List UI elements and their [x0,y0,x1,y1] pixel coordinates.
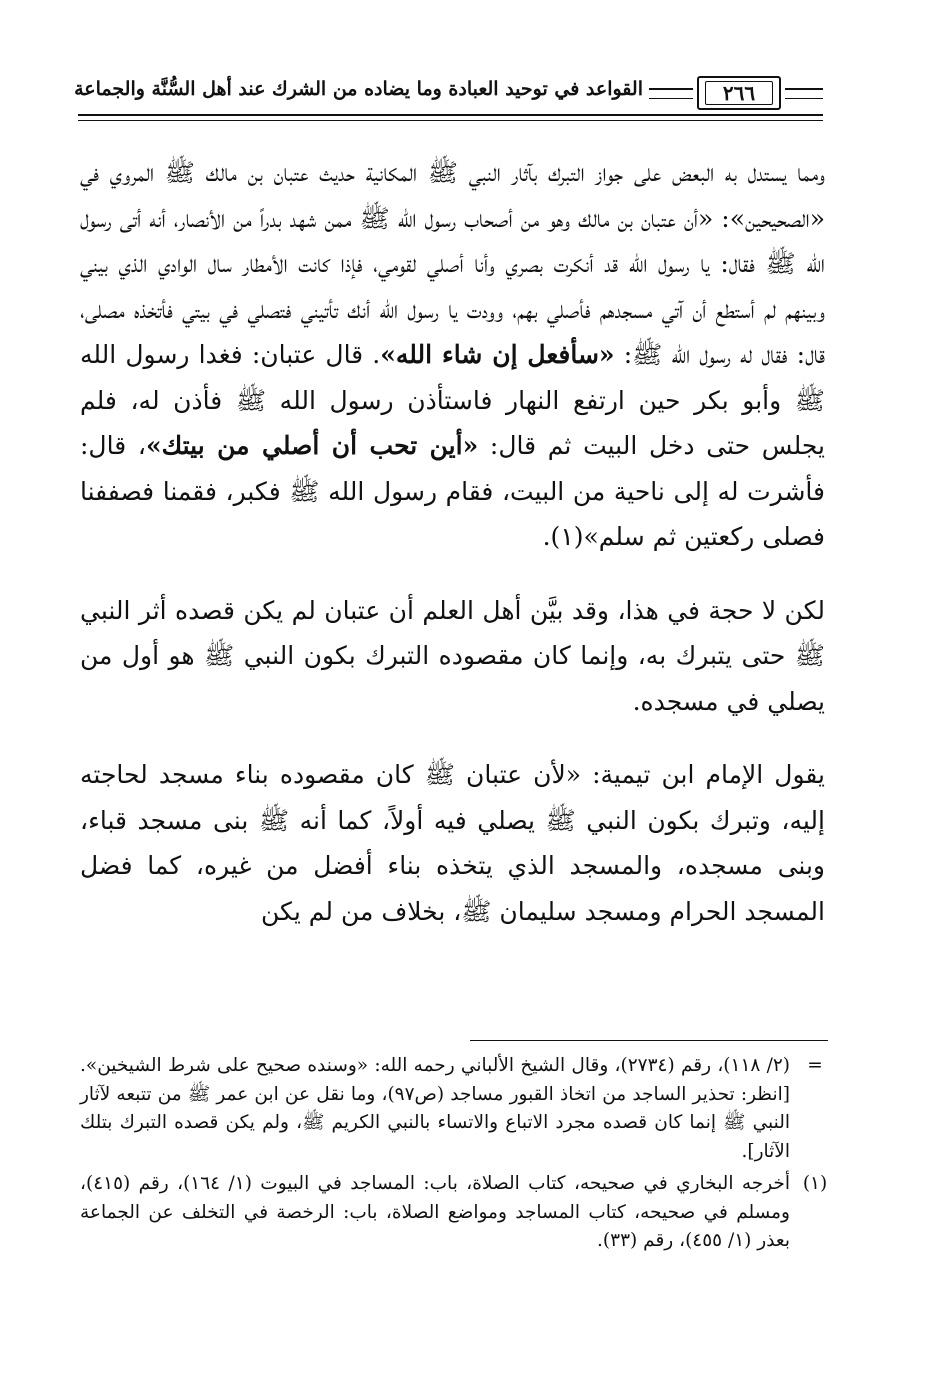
page-number-frame [697,76,781,110]
paragraph-1-part-1: ومما يستدل به البعض على جواز التبرك بآثار النبي ﷺ المكانية حديث عتبان بن مالك ﷺ المروي في «الصحيحين»: «أن عتبان بن مالك وهو من أصحاب رسول الله ﷺ ممن شهد بدراً من الأنصار، أنه أتى رسول الله ﷺ فقال: يا رسول الله قد أنكرت بصري وأنا أصلي لقومي، فإذا كانت الأمطار سال الوادي الذي بيني وبينهم لم أستطع أن آتي مسجدهم فأصلي بهم، وودت يا رسول الله أنك تأتيني فتصلي في بيتي فأتخذه مصلى، قال: فقال له رسول الله ﷺ: [80,158,825,369]
footnote-text: (٢/ ١١٨)، رقم (٢٧٣٤)، وقال الشيخ الألباني رحمه الله: «وسنده صحيح على شرط الشيخين». [انظر: تحذير الساجد من اتخاذ القبور مساجد (ص٩٧)، وما نقل عن ابن عمر ﷺ من تتبعه لآثار النبي ﷺ إنما كان قصده مجرد الاتباع والاتساء بالنبي الكريم ﷺ، ولم يكن قصده التبرك بتلك الآثار]. [80,1055,790,1162]
header-ornament-left [649,88,693,99]
header-ornament-right [785,88,823,99]
paragraph-3: يقول الإمام ابن تيمية: «لأن عتبان ﷺ كان مقصوده بناء مسجد لحاجته إليه، وتبرك بكون النبي ﷺ يصلي فيه أولاً، كما أنه ﷺ بنى مسجد قباء، وبنى مسجده، والمسجد الذي يتخذه بناء أفضل من غيره، كما فضل المسجد الحرام ومسجد سليمان ﷺ، بخلاف من لم يكن [80,760,825,926]
header-rule-thick [78,114,823,116]
running-header [74,70,823,126]
footnote-separator [470,1040,828,1041]
footnotes [80,1052,830,1260]
footnote-1 [80,1170,830,1256]
header-title: القواعد في توحيد العبادة وما يضاده من الشرك عند أهل السُّنَّة والجماعة [74,78,643,100]
hadith-quote-1: «سأفعل إن شاء الله» [380,340,615,369]
footnote-mark: (١) [802,1173,828,1194]
hadith-quote-2: «أين تحب أن أصلي من بيتك» [145,431,479,460]
header-rule-thin [78,120,823,121]
footnote-continued [80,1052,830,1166]
paragraph-1 [80,150,825,560]
main-text [80,150,825,934]
footnote-mark: = [807,1055,823,1076]
paragraph-1-part-3: ، قال: فأشرت له إلى ناحية من البيت، فقام رسول الله ﷺ فكبر، فقمنا فصففنا فصلى ركعتين ثم سلم»(١). [80,431,825,551]
footnote-text: أخرجه البخاري في صحيحه، كتاب الصلاة، باب: المساجد في البيوت (١/ ١٦٤)، رقم (٤١٥)، ومسلم في صحيحه، كتاب المساجد ومواضع الصلاة، باب: الرخصة في التخلف عن الجماعة بعذر (١/ ٤٥٥)، رقم (٣٣). [80,1173,790,1251]
page-number: ٢٦٦ [705,81,773,105]
paragraph-2: لكن لا حجة في هذا، وقد بيَّن أهل العلم أن عتبان لم يكن قصده أثر النبي ﷺ حتى يتبرك به، وإنما كان مقصوده التبرك بكون النبي ﷺ هو أول من يصلي في مسجده. [80,595,825,716]
paragraph-1-part-2: . قال عتبان: فغدا رسول الله ﷺ وأبو بكر حين ارتفع النهار فاستأذن رسول الله ﷺ فأذن له، فلم يجلس حتى دخل البيت ثم قال: [80,340,826,460]
